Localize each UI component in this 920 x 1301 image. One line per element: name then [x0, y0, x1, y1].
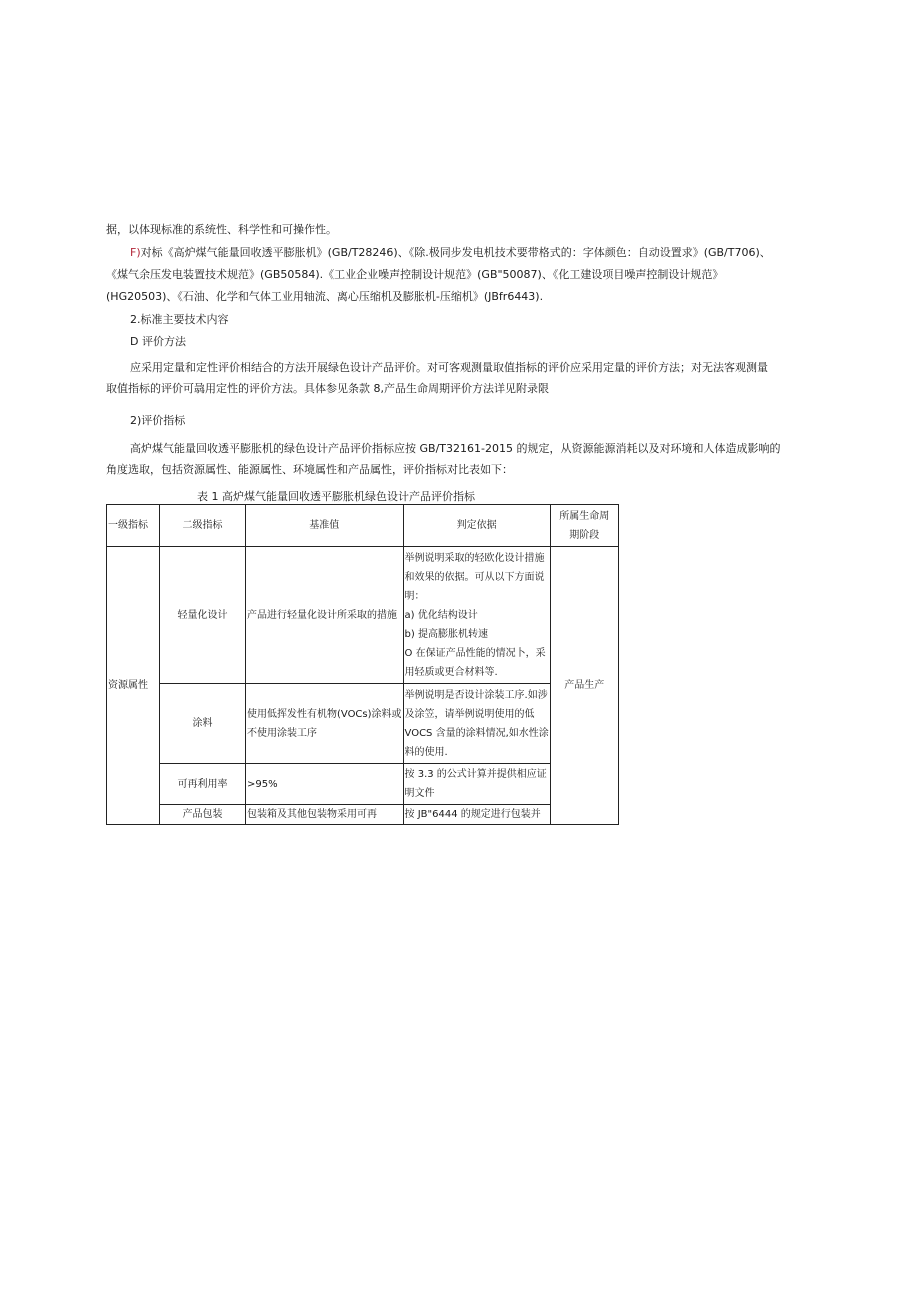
- subsection-heading-indicators: 2)评价指标: [130, 414, 186, 427]
- header-lifecycle-line2: 期阶段: [569, 529, 600, 541]
- basis-line: O 在保证产品性能的情况卜，采: [404, 647, 546, 659]
- baseline-line: 不使用涂装工序: [247, 727, 317, 739]
- table-caption: 表 1 高炉煤气能量回收透平膨胀机绿色设计产品评价指标: [197, 490, 475, 503]
- header-baseline: 基准值: [246, 505, 404, 547]
- paragraph-references-line2: 《煤气余压发电装置技术规范》(GB50584).《工业企业噪声控制设计规范》(GB"50087)、《化工建设项目噪声控制设计规范》: [106, 268, 724, 281]
- section-heading: 2.标准主要技术内容: [130, 313, 229, 326]
- baseline-line: 使用低挥发性有机物(VOCs)涂料或: [247, 708, 402, 720]
- row-level2: 产品包装: [160, 805, 246, 825]
- table-row: [107, 764, 619, 805]
- header-basis: 判定依据: [403, 505, 550, 547]
- group-label: 资源属性: [107, 547, 160, 825]
- table-header-row: [107, 505, 619, 547]
- paragraph-indicators-line2: 角度选取，包括资源属性、能源属性、环境属性和产品属性，评价指标对比表如下：: [106, 463, 513, 476]
- header-level2: 二级指标: [160, 505, 246, 547]
- row-level2: 可再利用率: [160, 764, 246, 805]
- row-basis: [403, 547, 550, 684]
- table-row: [107, 805, 619, 825]
- basis-line: 按 3.3 的公式计算并提供相应证: [404, 769, 547, 780]
- paragraph-indicators-line1: 高炉煤气能量回收透平膨胀机的绿色设计产品评价指标应按 GB/T32161-2015 的规定，从资源能源消耗以及对环境和人体造成影响的: [130, 442, 781, 455]
- paragraph-method-line2: 取值指标的评价可骉用定性的评价方法。具体参见条款 8,产品生命周期评价方法详见附录限: [106, 382, 549, 395]
- basis-line: VOCS 含量的涂料情况,如水性涂: [404, 727, 549, 739]
- basis-line: 明：: [404, 590, 425, 602]
- table-row: [107, 547, 619, 684]
- basis-line: 按 JB"6444 的规定进行包装并: [404, 809, 541, 820]
- row-basis: [403, 805, 550, 825]
- basis-line: 用轻质或更合材料等.: [404, 666, 498, 678]
- row-baseline: >95%: [246, 764, 404, 805]
- paragraph-references-line1: [130, 245, 771, 261]
- header-lifecycle: [550, 505, 618, 547]
- paragraph-method-line1: 应采用定量和定性评价相结合的方法开展绿色设计产品评价。对可客观测量取值指标的评价应采用定量的评价方法；对无法客观测量: [130, 361, 768, 374]
- basis-line: a) 优化结构设计: [404, 609, 478, 621]
- table-row: [107, 684, 619, 764]
- row-level2: 涂料: [160, 684, 246, 764]
- basis-line: 举例说明是否设计涂装工序.如涉: [404, 689, 548, 701]
- row-level2: 轻量化设计: [160, 547, 246, 684]
- references-text-1: 对标《高炉煤气能量回收透平膨胀机》(GB/T28246)、《除.极同步发电机技术要带格式的：字体颜色：自动设置求》(GB/T706)、: [140, 246, 771, 259]
- paragraph-intro-tail: 据，以体现标准的系统性、科学性和可操作性。: [106, 223, 337, 236]
- basis-line: b) 提高膨胀机转速: [404, 628, 488, 640]
- basis-line: 料的使用.: [404, 746, 448, 758]
- paragraph-references-line3: (HG20503)、《石油、化学和气体工业用轴流、离心压缩机及膨胀机-压缩机》(JBfr6443).: [106, 290, 544, 303]
- subsection-heading-method: D 评价方法: [130, 335, 186, 348]
- list-marker: F): [130, 246, 141, 259]
- basis-line: 明文件: [404, 788, 435, 799]
- basis-line: 和效果的依据。可从以下方面说: [404, 571, 545, 583]
- basis-line: 举例说明采取的轻欧化设计措施: [404, 552, 545, 564]
- header-level1: 一级指标: [107, 505, 160, 547]
- evaluation-table: [106, 504, 619, 825]
- basis-line: 及涂笠，请举例说明使用的低: [404, 708, 535, 720]
- row-baseline: 产品进行轻量化设计所采取的措施: [246, 547, 404, 684]
- row-basis: [403, 764, 550, 805]
- lifecycle-value: 产品生产: [550, 547, 618, 825]
- header-lifecycle-line1: 所属生命周: [559, 510, 610, 522]
- row-basis: [403, 684, 550, 764]
- row-baseline: 包装箱及其他包装物采用可再: [246, 805, 404, 825]
- row-baseline: [246, 684, 404, 764]
